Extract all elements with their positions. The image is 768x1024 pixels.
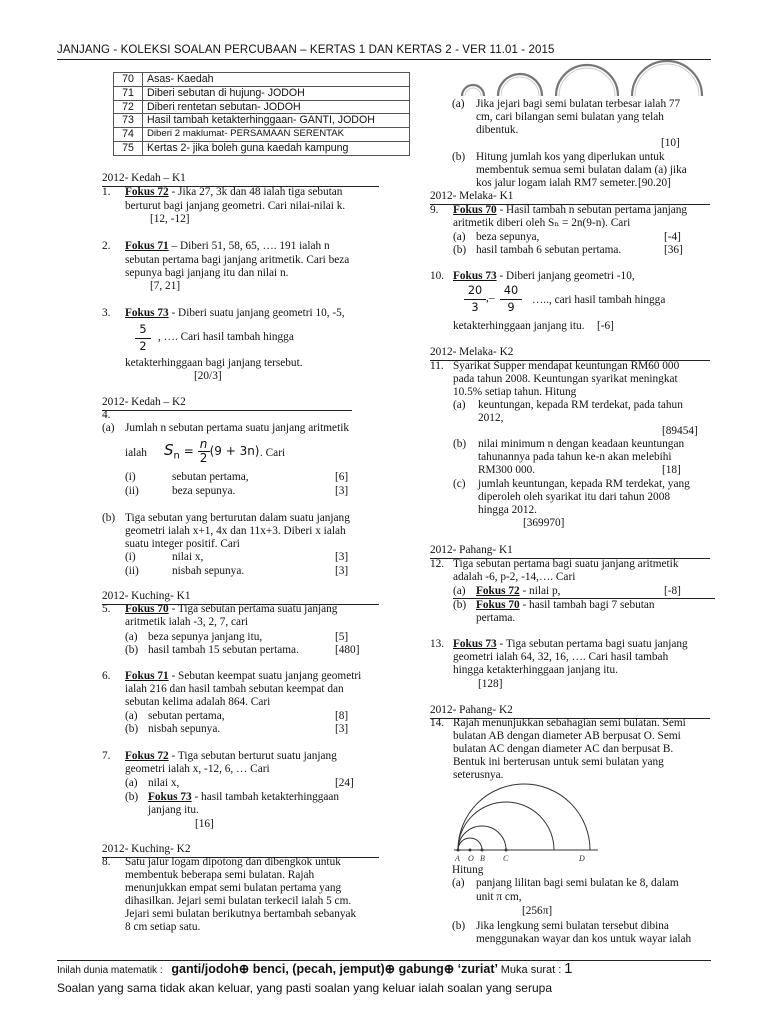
part-label: (a): [125, 710, 138, 722]
row-number: 70: [114, 73, 143, 87]
question-text: - hasil tambah ketakterhinggaan: [191, 791, 340, 803]
question-number: 10.: [430, 270, 445, 282]
question-text: hasil tambah 6 sebutan pertama.: [476, 244, 622, 256]
footer-divider: [57, 960, 711, 961]
question-text: cm, cari bilangan semi bulatan yang telah: [476, 111, 664, 123]
question-text: nilai x,: [148, 777, 180, 789]
marks: [16]: [195, 818, 214, 830]
row-number: 74: [114, 128, 143, 142]
semicircles-figure: [456, 58, 706, 98]
table-row: [114, 100, 410, 114]
question-text: bulatan AC dengan diameter AC dan berpusat B.: [453, 743, 674, 755]
part-label: (a): [453, 399, 466, 411]
question-text: menggunakan wayar dan kos untuk wayar ialah: [476, 933, 692, 945]
question-number: 12.: [430, 558, 445, 570]
question-text: 10.5% setiap tahun. Hitung: [453, 386, 577, 398]
focus-tag: Fokus 70: [453, 204, 497, 216]
question-6: [102, 670, 382, 735]
page-header: JANJANG - KOLEKSI SOALAN PERCUBAAN – KERTAS 1 DAN KERTAS 2 - VER 11.01 - 2015: [57, 44, 711, 60]
question-text: tahunannya pada tahun ke-n akan melebihi: [478, 451, 672, 463]
question-13: [430, 638, 712, 690]
question-9: [430, 204, 712, 256]
marks: [10]: [661, 137, 680, 149]
focus-tag: Fokus 72: [476, 585, 520, 597]
question-text: - Diberi janjang geometri -10,: [496, 270, 635, 282]
numerator: 40: [500, 283, 522, 300]
formula-sub: n: [173, 450, 180, 462]
question-text: Tiga sebutan pertama bagi suatu janjang aritmetik: [453, 558, 679, 570]
question-text: - Tiga sebutan berturut suatu janjang: [168, 750, 337, 762]
question-text: unit π cm,: [476, 891, 522, 903]
marks: [3]: [335, 565, 349, 577]
part-label: (a): [453, 585, 466, 597]
part-label: (i): [125, 471, 136, 483]
question-text: hingga ketakterhinggaan janjang itu.: [453, 664, 619, 676]
marks: [5]: [335, 631, 349, 643]
marks: [89454]: [662, 425, 698, 437]
table-row: [114, 86, 410, 100]
question-3: [102, 307, 345, 382]
focus-tag: Fokus 73: [453, 270, 497, 282]
page-label: Muka surat :: [500, 964, 562, 976]
focus-tag: Fokus 71: [125, 240, 169, 252]
question-text: panjang lilitan bagi semi bulatan ke 8, dalam: [476, 877, 679, 889]
question-text: - Jika 27, 3k dan 48 ialah tiga sebutan: [168, 186, 343, 198]
part-label: (a): [452, 98, 465, 110]
part-label: (b): [452, 151, 466, 163]
point-label-d: D: [579, 854, 585, 863]
denominator: 9: [507, 301, 515, 314]
answer: [7, 21]: [150, 280, 181, 292]
answer: [20/3]: [194, 370, 222, 382]
question-text: nisbah sepunya.: [148, 723, 221, 735]
question-text: berturut bagi janjang geometri. Cari nilai-nilai k.: [125, 200, 346, 212]
question-number: 6.: [102, 670, 111, 682]
question-number: 4.: [102, 409, 111, 421]
question-10: [430, 270, 712, 332]
marks: [-6]: [597, 320, 614, 332]
point-label-o: O: [468, 854, 474, 863]
part-label: (b): [452, 920, 466, 932]
part-label: (b): [453, 438, 467, 450]
question-text: aritmetik diberi oleh Sₙ = 2n(9-n). Cari: [453, 217, 631, 229]
question-text: sebutan pertama bagi janjang aritmetik. Cari beza: [125, 254, 350, 266]
marks: [36]: [664, 244, 683, 256]
question-text: geometri ialah 64, 32, 16, …. Cari hasil tambah: [453, 651, 669, 663]
question-number: 1.: [102, 186, 111, 198]
focus-catalog-table: [113, 72, 410, 156]
table-row: [114, 114, 410, 128]
fraction: [464, 283, 486, 316]
row-number: 72: [114, 100, 143, 114]
denominator: 2: [199, 451, 208, 465]
part-label: (a): [102, 422, 115, 434]
question-text: dihasilkan. Jejari semi bulatan terkecil ialah 5 cm.: [125, 895, 352, 907]
part-label: (b): [125, 644, 139, 656]
row-text: Diberi sebutan di hujung- JODOH: [143, 86, 410, 100]
part-label: (b): [453, 599, 467, 611]
question-text: seterusnya.: [453, 769, 504, 781]
part-label: (a): [453, 231, 466, 243]
question-number: 14.: [430, 717, 445, 729]
question-text: , …. Cari hasil tambah hingga: [158, 331, 294, 343]
question-text: ketakterhinggaan janjang itu.: [453, 320, 585, 332]
question-number: 5.: [102, 603, 111, 615]
row-text: Hasil tambah ketakterhinggaan- GANTI, JODOH: [143, 114, 410, 128]
part-label: (b): [125, 791, 139, 803]
part-label: (b): [125, 723, 139, 735]
question-text: - Tiga sebutan pertama suatu janjang: [168, 603, 338, 615]
question-text: hingga 2012.: [478, 504, 537, 516]
question-text: Syarikat Supper mendapat keuntungan RM60 000: [453, 360, 680, 372]
question-text: aritmetik ialah -3, 2, 7, cari: [125, 616, 248, 628]
question-text: Hitung jumlah kos yang diperlukan untuk: [476, 151, 665, 163]
marks: [480]: [335, 644, 360, 656]
question-14: [430, 717, 712, 781]
question-text: pertama.: [476, 612, 516, 624]
part-label: (b): [102, 512, 116, 524]
part-label: (c): [453, 478, 466, 490]
question-text: membentuk semua semi bulatan dalam (a) jika: [476, 164, 687, 176]
part-label: (i): [125, 551, 136, 563]
question-text: sebutan pertama,: [148, 710, 225, 722]
numerator: 20: [464, 283, 486, 300]
question-text: Bentuk ini berterusan untuk semi bulatan yang: [453, 756, 664, 768]
focus-tag: Fokus 72: [125, 186, 169, 198]
part-label: (b): [453, 244, 467, 256]
point-label-b: B: [480, 854, 485, 863]
question-number: 7.: [102, 750, 111, 762]
formula-symbol: S: [164, 441, 174, 459]
question-5: [102, 603, 382, 656]
table-row: [114, 128, 410, 142]
question-1: [102, 186, 346, 225]
question-8-parts: [452, 98, 712, 189]
question-2: [102, 240, 350, 292]
question-text: - hasil tambah bagi 7 sebutan: [519, 599, 655, 611]
marks: [3]: [335, 485, 349, 497]
section-heading: 2012- Kuching- K1: [102, 590, 379, 605]
marks: [256π]: [522, 905, 553, 917]
part-label: (a): [125, 777, 138, 789]
page-number: 1: [564, 960, 573, 977]
question-text: suatu integer positif. Cari: [125, 538, 240, 550]
question-text: . Cari: [260, 447, 286, 459]
section-heading: 2012- Pahang- K1: [430, 544, 710, 559]
question-text: - Tiga sebutan pertama bagi suatu janjang: [496, 638, 688, 650]
marks: [3]: [335, 551, 349, 563]
question-text: diperoleh oleh syarikat itu dari tahun 2008: [478, 491, 670, 503]
footer-motto-text: ganti/jodoh⊕ benci, (pecah, jemput)⊕ gabung⊕ ‘zuriat’: [171, 962, 498, 976]
marks: [6]: [335, 471, 349, 483]
question-text: sebutan pertama,: [172, 471, 249, 483]
focus-tag: Fokus 70: [125, 603, 169, 615]
question-text: - Sebutan keempat suatu janjang geometri: [168, 670, 362, 682]
question-text: 2012,: [478, 412, 504, 424]
formula-eq: =: [179, 444, 198, 458]
footer-motto: [57, 962, 572, 978]
question-text: pada tahun 2008. Keuntungan syarikat meningkat: [453, 373, 678, 385]
row-text: Kertas 2- jika boleh guna kaedah kampung: [143, 141, 410, 155]
question-text: ialah: [125, 447, 147, 459]
question-text: - Diberi suatu janjang geometri 10, -5,: [168, 307, 345, 319]
denominator: 3: [471, 301, 479, 314]
section-heading: 2012- Pahang- K2: [430, 704, 710, 719]
question-12: [430, 558, 712, 624]
focus-tag: Fokus 70: [476, 599, 520, 611]
row-number: 75: [114, 141, 143, 155]
section-heading: 2012- Melaka- K2: [430, 346, 710, 361]
marks: [-8]: [664, 585, 681, 597]
part-label: (a): [452, 877, 465, 889]
question-14-parts: [452, 864, 712, 945]
section-heading: 2012- Kedah – K2: [102, 396, 352, 411]
question-text: menunjukkan empat semi bulatan pertama yang: [125, 882, 342, 894]
row-number: 73: [114, 114, 143, 128]
question-text: nisbah sepunya.: [172, 565, 245, 577]
question-text: ketakterhinggaan bagi janjang tersebut.: [125, 357, 303, 369]
question-text: keuntungan, kepada RM terdekat, pada tahun: [478, 399, 683, 411]
question-text: bulatan AB dengan diameter AB berpusat O. Semi: [453, 730, 681, 742]
row-number: 71: [114, 86, 143, 100]
marks: [369970]: [523, 517, 565, 529]
marks: [90.20]: [638, 177, 671, 189]
table-row: [114, 73, 410, 87]
row-text: Diberi 2 maklumat- PERSAMAAN SERENTAK: [143, 128, 410, 142]
point-label-c: C: [503, 854, 509, 863]
question-number: 2.: [102, 240, 111, 252]
point-label-a: A: [455, 854, 460, 863]
question-text: nilai minimum n dengan keadaan keuntungan: [478, 438, 685, 450]
part-row: [453, 585, 715, 599]
separator: ,–: [486, 292, 495, 304]
focus-tag: Fokus 73: [148, 791, 192, 803]
question-8: [102, 856, 382, 933]
part-label: (ii): [125, 565, 139, 577]
footer-note: Soalan yang sama tidak akan keluar, yang pasti soalan yang keluar ialah soalan yang serupa: [57, 981, 552, 995]
question-text: beza sepunya.: [172, 485, 236, 497]
row-text: Asas- Kaedah: [143, 73, 410, 87]
question-text: ialah 216 dan hasil tambah sebutan keempat dan: [125, 683, 344, 695]
formula: [164, 438, 259, 465]
section-heading: 2012- Kuching- K2: [102, 843, 379, 858]
question-7: [102, 750, 382, 830]
question-text: hasil tambah 15 sebutan pertama.: [148, 644, 299, 656]
part-label: (ii): [125, 485, 139, 497]
section-heading: 2012- Melaka- K1: [430, 190, 710, 205]
focus-tag: Fokus 73: [453, 638, 497, 650]
question-text: jumlah keuntungan, kepada RM terdekat, yang: [478, 478, 690, 490]
question-text: dibentuk.: [476, 124, 519, 136]
question-text: ….., cari hasil tambah hingga: [532, 294, 666, 306]
marks: [18]: [662, 464, 681, 476]
question-text: Jika lengkung semi bulatan tersebut dibina: [476, 920, 669, 932]
question-text: geometri ialah x, -12, 6, … Cari: [125, 763, 270, 775]
question-text: adalah -6, p-2, -14,…. Cari: [453, 571, 576, 583]
section-heading: 2012- Kedah – K1: [102, 172, 379, 187]
question-text: – Diberi 51, 58, 65, …. 191 ialah n: [168, 240, 330, 252]
question-number: 9.: [430, 204, 439, 216]
numerator: n: [198, 438, 210, 452]
fraction: [500, 283, 522, 316]
question-number: 8.: [102, 856, 111, 868]
marks: [-4]: [664, 231, 681, 243]
question-text: Jejari semi bulatan berikutnya bertambah sebanyak: [125, 908, 357, 920]
marks: [128]: [478, 678, 503, 690]
question-text: beza sepunya,: [476, 231, 540, 243]
question-text: Jika jejari bagi semi bulatan terbesar ialah 77: [476, 98, 681, 110]
row-text: Diberi rentetan sebutan- JODOH: [143, 100, 410, 114]
question-text: RM300 000.: [478, 464, 536, 476]
marks: [8]: [335, 710, 349, 722]
part-label: (a): [125, 631, 138, 643]
footer-prefix: Inilah dunia matematik :: [57, 965, 163, 976]
question-number: 3.: [102, 307, 111, 319]
question-text: Jumlah n sebutan pertama suatu janjang aritmetik: [125, 422, 349, 434]
question-text: nilai x,: [172, 551, 204, 563]
question-text: Hitung: [452, 864, 484, 876]
marks: [3]: [335, 723, 349, 735]
table-row: [114, 141, 410, 155]
question-text: 8 cm setiap satu.: [125, 921, 201, 933]
nested-semicircles-figure: [450, 776, 600, 864]
fraction: [135, 322, 151, 355]
question-11: [430, 360, 712, 529]
question-text: kos jalur logam ialah RM7 semeter.: [476, 177, 638, 189]
marks: [24]: [335, 777, 354, 789]
answer: [12, -12]: [150, 213, 190, 225]
numerator: 5: [135, 322, 151, 339]
question-text: membentuk beberapa semi bulatan. Rajah: [125, 869, 315, 881]
focus-tag: Fokus 71: [125, 670, 169, 682]
question-text: Rajah menunjukkan sebahagian semi bulatan. Semi: [453, 717, 686, 729]
question-text: beza sepunya janjang itu,: [148, 631, 263, 643]
question-text: Satu jalur logam dipotong dan dibengkok untuk: [125, 856, 341, 868]
question-text: sebutan kelima adalah 864. Cari: [125, 696, 271, 708]
focus-tag: Fokus 72: [125, 750, 169, 762]
question-text: janjang itu.: [148, 804, 199, 816]
denominator: 2: [139, 340, 147, 353]
question-number: 13.: [430, 638, 445, 650]
question-number: 11.: [430, 360, 444, 372]
focus-tag: Fokus 73: [125, 307, 169, 319]
question-text: geometri ialah x+1, 4x dan 11x+3. Diberi x ialah: [125, 525, 346, 537]
formula-body: (9 + 3n): [209, 444, 260, 458]
question-text: - Hasil tambah n sebutan pertama janjang: [496, 204, 688, 216]
question-text: - nilai p,: [519, 585, 561, 597]
question-text: sepunya bagi janjang itu dan nilai n.: [125, 267, 289, 279]
question-4: [102, 409, 382, 577]
question-text: Tiga sebutan yang berturutan dalam suatu janjang: [125, 512, 350, 524]
